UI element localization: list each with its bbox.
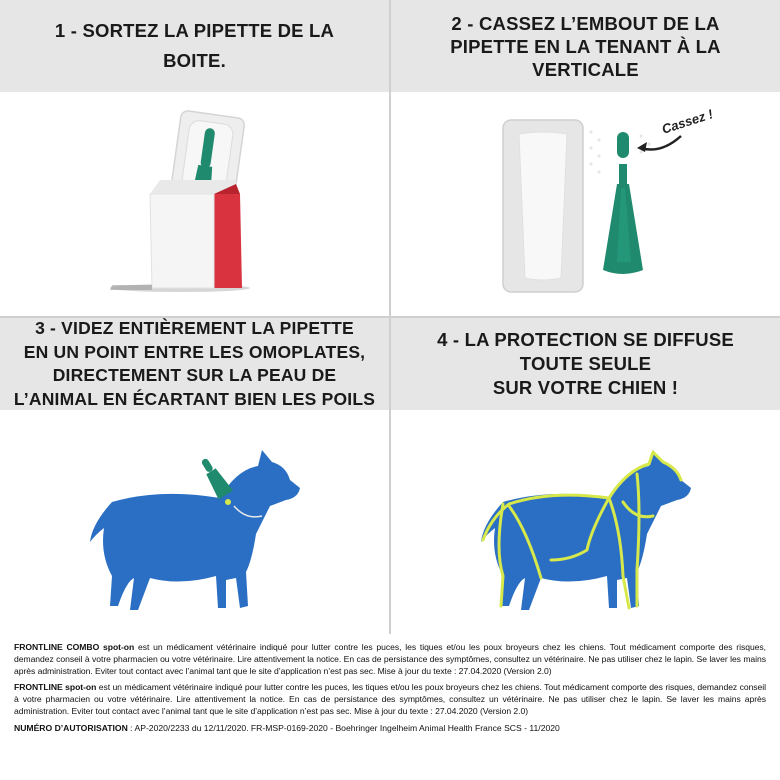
dog-application-illustration [0,410,389,634]
auth-text: : AP-2020/2233 du 12/11/2020. FR-MSP-0169-2020 - Boehringer Ingelheim Animal Health France SCS - 11/2020 [127,722,560,733]
legal-notice-combo [14,642,766,677]
legal-notice-spot-on [14,682,766,717]
step-2-header [391,0,780,92]
step-1-title: 1 - SORTEZ LA PIPETTE DE LA BOITE. [54,20,335,71]
dog-diffusion-illustration [391,410,780,634]
break-tip-callout: Cassez ! [659,106,715,137]
notice-spot-on-text: est un médicament vétérinaire indiqué pour lutter contre les puces, les tiques et/ou les poux broyeurs chez les chiens. Tout médicament comporte des risques, demandez conseil à votre pharmacien ou votre vétérinaire. Lire attentivement la notice. En cas de persistance des symptômes, consultez un vétérinaire. Ne pas utiliser chez le lapin. Se laver les mains après administration. Eviter tout contact avec l’animal tant que le site d’application n’est pas sec. Mise à jour du texte : 27.04.2020 (Version 2.0) [14,682,766,716]
step-3-title: 3 - VIDEZ ENTIÈREMENT LA PIPETTE EN UN POINT ENTRE LES OMOPLATES, DIRECTEMENT SUR LA PEAU DE L’ANIMAL EN ÉCARTANT BIEN LES POILS [13,318,376,409]
step-2-title: 2 - CASSEZ L’EMBOUT DE LA PIPETTE EN LA TENANT À LA VERTICALE [450,12,721,80]
step-panel-3 [0,318,389,634]
step-4-title: 4 - LA PROTECTION SE DIFFUSE TOUTE SEULE SUR VOTRE CHIEN ! [437,329,734,398]
step-3-header [0,318,389,410]
authorization-number [14,723,766,734]
auth-label: NUMÉRO D’AUTORISATION [14,722,128,733]
step-4-header [391,318,780,410]
legal-footer [0,636,780,780]
step-panel-2 [391,0,780,316]
brand-combo: FRONTLINE COMBO spot-on [14,642,135,652]
pipette-breaking-illustration [391,92,780,316]
brand-spot-on: FRONTLINE spot-on [14,682,97,693]
horizontal-divider [0,316,780,318]
step-1-header [0,0,389,92]
pipette-box-illustration [0,92,389,316]
step-panel-1 [0,0,389,316]
curved-arrow-icon [637,136,681,152]
step-panel-4 [391,318,780,634]
notice-combo-text: est un médicament vétérinaire indiqué pour lutter contre les puces, les tiques et/ou les poux broyeurs chez les chiens. Tout médicament comporte des risques, demandez conseil à votre pharmacien ou votre vétérinaire. Lire attentivement la notice. En cas de persistance des symptômes, consultez un vétérinaire. Ne pas utiliser chez le lapin. Se laver les mains après administration. Eviter tout contact avec l’animal tant que le site d’application n’est pas sec. Mise à jour du texte : 27.04.2020 (Version 2.0) [14,642,766,676]
